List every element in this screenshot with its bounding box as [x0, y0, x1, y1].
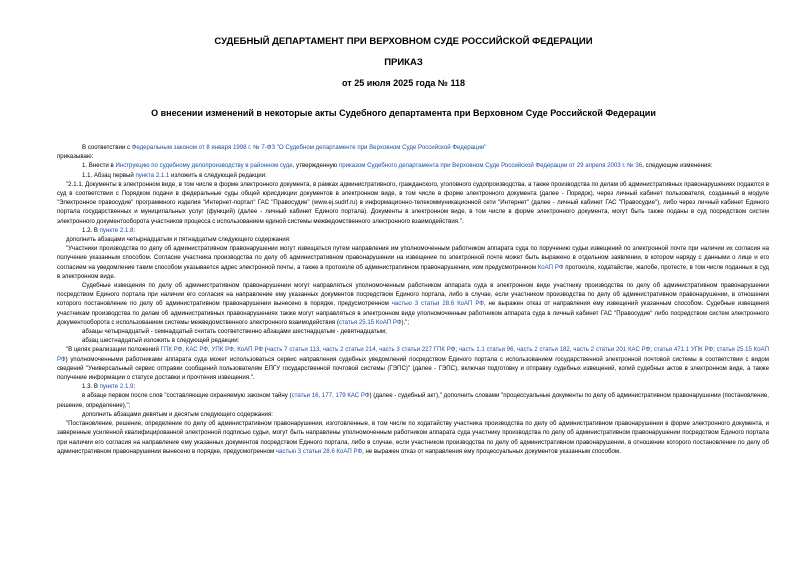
paragraph: "В целях реализации положений ГПК РФ, КАС РФ, УПК РФ, КоАП РФ (часть 7 статьи 113, часть 2 статьи 214, часть 3 статьи 227 ГПК РФ; часть 1.1 статьи 96, часть 2 статьи 182, часть 2 статьи 201 КАС РФ; статья 471.1 УПК РФ; статья 25.15 КоАП РФ) уполномоченными работниками аппарата суда может использоваться сервис направления судебных уведомлений посредством Единого портала с использованием государственной электронной почтовой системы в соответствии с видом сведений "Универсальный сервис отправки сообщений пользователям ЕПГУ государственной почтовой системы (ГЭПС)" (далее - ГЭПС), включая подготовку и отправку судебных извещений, копий судебных актов в электронном виде, а также получение информации о статусе доставки и прочтения извещения.". [57, 346, 769, 382]
koap-25-15-link[interactable]: статья 25.15 КоАП РФ [338, 318, 402, 326]
gpk-articles-link[interactable]: часть 7 статьи 113, часть 2 статьи 214, часть 3 статьи 227 ГПК РФ [266, 346, 456, 354]
paragraph: "Участники производства по делу об административном правонарушении могут извещаться путем направления им уполномоченным работником аппарата суда по поручению судьи извещений по электронной почте при наличии их согласия на получение указанным способом. Согласие участника производства по делу об административном правонарушении на извещение по электронной почте может быть выражено в отдельном заявлении, в котором наряду с данными о лице и его согласием на уведомление таким способом указывается адрес электронной почты, а также в протоколе об административном правонарушении, иом предусмотренном КоАП РФ протоколе, ходатайстве, жалобе, протесте, в том числе поданных в суд в электронном виде. [57, 245, 769, 280]
order-link[interactable]: приказом Судебного департамента при Верховном Суде Российской Федерации от 29 апреля 2003 г. № 36 [338, 162, 643, 170]
document-date-number: от 25 июля 2025 года № 118 [342, 78, 465, 88]
paragraph: 1.2. В пункте 2.1.8: [82, 226, 136, 234]
paragraph: абзацы четырнадцатый - семнадцатый считать соответственно абзацами шестнадцатым - девятнадцатым; [82, 328, 387, 336]
paragraph: В соответствии с Федеральным законом от 8 января 1998 г. № 7-ФЗ "О Судебном департаменте при Верховном Суде Российской Федерации" [82, 144, 487, 151]
codes-link[interactable]: ГПК РФ, КАС РФ, УПК РФ, КоАП РФ [160, 346, 263, 354]
paragraph: Судебные извещения по делу об административном правонарушении могут направляться уполномоченным работником аппарата суда в электронном виде участнику производства по делу об административном правонарушении посредством Единого портала при наличии его согласия на направление ему указанных документов посредством Единого портала, либо в случае, если участником производства по делу об административном правонарушении, в отношении которого постановление по делу об административном правонарушении вынесено в порядке, предусмотренном частью 3 статьи 28.6 КоАП РФ, не выражен отказ от направления ему извещений указанным способом. Судебные извещения участникам производства по делам об административных правонарушениях также могут направляться в электронном виде уполномоченным работником аппарата суда в личный кабинет ГАС "Правосудие" либо посредством систем электронного документооборота с использованием системы межведомственного электронного взаимодействия (статья 25.15 КоАП РФ)."; [57, 282, 770, 326]
paragraph: 1.1. Абзац первый пункта 2.1.1 изложить в следующей редакции: [82, 171, 267, 179]
document-body [57, 143, 769, 456]
paragraph: "Постановление, решение, определение по делу об административном правонарушении, изготовленные, в том числе по ходатайству участника производства по делу об административном правонарушении в форме электронного документа, и заверенные усиленной квалифицированной электронной подписью судьи, могут быть направлены уполномоченным работником аппарата суда участнику производства по делу об административном правонарушении посредством Единого портала при наличии его согласия на направление ему указанных документов посредством Единого портала, либо в случае, если участником производства по делу об административном правонарушении, в отношении которого постановление по делу об административном правонарушении вынесено в порядке, предусмотренном частью 3 статьи 28.6 КоАП РФ, не выражен отказ от направления ему процессуальных документов указанным способом. [57, 420, 769, 455]
instruction-link[interactable]: Инструкцию по судебному делопроизводству в районном суде [115, 162, 293, 170]
point-2-1-1-link[interactable]: пункта 2.1.1 [135, 171, 170, 179]
paragraph: приказываю: [57, 153, 94, 161]
paragraph: 1.3. В пункте 2.1.9: [82, 383, 136, 391]
paragraph: в абзаце первом после слов "составляющие охраняемую законом тайну (статьи 16, 177, 179 КАС РФ) (далее - судебный акт)," дополнить словами "процессуальные документы по делу об административном правонарушении (постановление, решение, определение),"; [57, 392, 769, 409]
paragraph: 1. Внести в Инструкцию по судебному делопроизводству в районном суде, утвержденную приказом Судебного департамента при Верховном Суде Российской Федерации от 29 апреля 2003 г. № 36, следующие изменения: [82, 162, 713, 170]
koap-link[interactable]: КоАП РФ [537, 263, 564, 271]
kas-articles-16-link[interactable]: статьи 16, 177, 179 КАС РФ [291, 392, 370, 400]
paragraph: "2.1.1. Документы в электронном виде, в том числе в форме электронного документа, в рамках административного, гражданского, уголовного судопроизводства, а также производства по делам об административных правонарушениях подаются в суд в соответствии с Порядком подачи в федеральные суды общей юрисдикции документов в электронном виде, в том числе в форме электронного документа (далее - Порядок), через личный кабинет пользователя, созданный в модуле "Электронное правосудие" программного изделия "Интернет-портал" ГАС "Правосудие" (www.ej.sudrf.ru) в информационно-телекоммуникационной сети "Интернет" (далее - личный кабинет ГАС "Правосудие"), либо через личный кабинет Единого портала государственных и муниципальных услуг (функций) (далее - личный кабинет Единого портала). Документы в электронном виде, в том числе в форме электронного документа, могут быть также поданы в суд посредством систем электронного документооборота участников процесса с использованием единой системы межведомственного электронного взаимодействия.". [57, 180, 769, 225]
federal-law-link[interactable]: Федеральным законом от 8 января 1998 г. № 7-ФЗ "О Судебном департаменте при Верховном Суде Российской Федерации" [131, 144, 487, 151]
paragraph: дополнить абзацами четырнадцатым и пятнадцатым следующего содержания: [66, 236, 291, 244]
upk-article-link[interactable]: статья 471.1 УПК РФ [653, 346, 714, 354]
paragraph: абзац шестнадцатый изложить в следующей редакции: [82, 337, 240, 345]
organization-heading: СУДЕБНЫЙ ДЕПАРТАМЕНТ ПРИ ВЕРХОВНОМ СУДЕ РОССИЙСКОЙ ФЕДЕРАЦИИ [214, 36, 593, 47]
koap-article-link[interactable]: статья 25.15 КоАП РФ [57, 346, 769, 363]
koap-28-6-link[interactable]: частью 3 статьи 28.6 КоАП РФ [391, 300, 484, 308]
point-2-1-9-link[interactable]: пункте 2.1.9 [99, 383, 134, 391]
kas-articles-link[interactable]: часть 1.1 статьи 96, часть 2 статьи 182, часть 2 статьи 201 КАС РФ [458, 346, 651, 354]
point-2-1-8-link[interactable]: пункте 2.1.8 [99, 226, 134, 234]
document-type-heading: ПРИКАЗ [384, 57, 423, 68]
paragraph: дополнить абзацами девятым и десятым следующего содержания: [82, 410, 273, 418]
document-title: О внесении изменений в некоторые акты Судебного департамента при Верховном Суде Российской Федерации [151, 108, 656, 118]
koap-28-6-link-2[interactable]: частью 3 статьи 28.6 КоАП РФ [275, 447, 363, 455]
